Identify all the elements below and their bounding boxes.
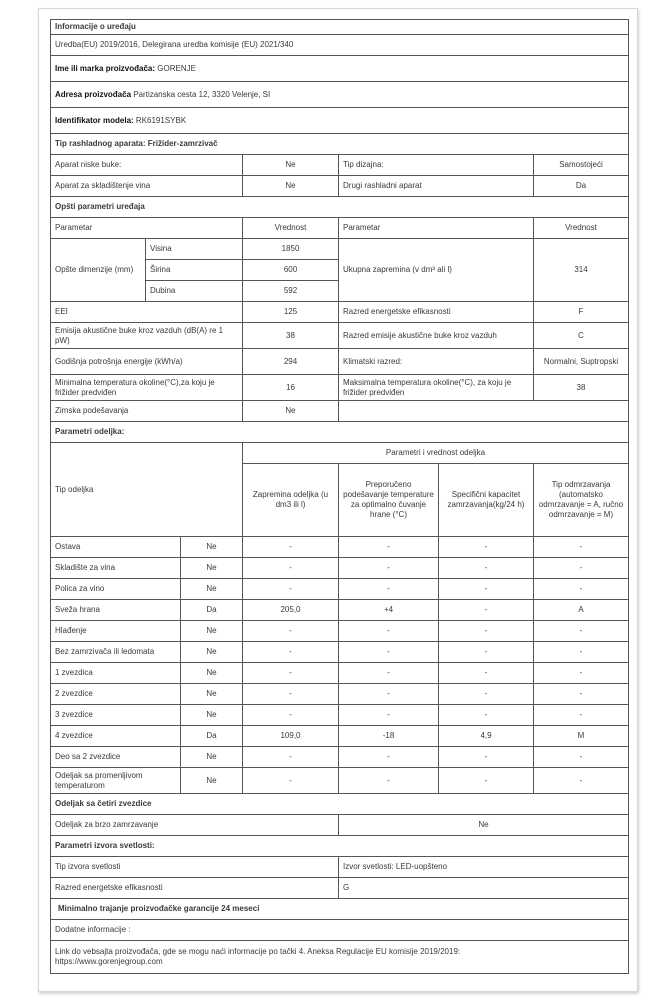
compartment-present: Ne (181, 768, 243, 794)
compartment-row (51, 600, 629, 621)
compartment-present: Da (181, 726, 243, 747)
capacity-column-header: Specifični kapacitet zamrzavanja(kg/24 h) (439, 464, 534, 537)
compartment-temp: - (339, 663, 439, 684)
compartment-defrost: - (534, 621, 629, 642)
compartment-defrost: - (534, 579, 629, 600)
compartment-capacity: - (439, 768, 534, 794)
low-noise-value: Ne (243, 155, 339, 176)
compartment-volume: - (243, 684, 339, 705)
compartment-defrost: - (534, 747, 629, 768)
compartment-row (51, 705, 629, 726)
compartment-volume: - (243, 642, 339, 663)
design-type-value: Samostojeći (534, 155, 629, 176)
four-star-section-title: Odeljak sa četiri zvezdice (51, 794, 629, 815)
light-type-value: Izvor svetlosti: LED-uopšteno (339, 857, 629, 878)
compartment-defrost: - (534, 705, 629, 726)
defrost-column-header: Tip odmrzavanja (automatsko odmrzavanje = A, ručno odmrzavanje = M) (534, 464, 629, 537)
compartment-present: Ne (181, 747, 243, 768)
noise-class-label: Razred emisije akustične buke kroz vazduh (339, 323, 534, 349)
compartment-capacity: - (439, 642, 534, 663)
compartment-volume: - (243, 621, 339, 642)
manufacturer-row (51, 56, 629, 82)
compartment-row (51, 537, 629, 558)
compartment-volume: - (243, 537, 339, 558)
model-row (51, 108, 629, 134)
width-value: 600 (243, 260, 339, 281)
energy-class-label: Razred energetske efikasnosti (339, 302, 534, 323)
fast-freeze-label: Odeljak za brzo zamrzavanje (51, 815, 339, 836)
compartment-temp: - (339, 684, 439, 705)
compartment-name: Polica za vino (51, 579, 181, 600)
compartment-defrost: - (534, 537, 629, 558)
compartment-volume: - (243, 747, 339, 768)
light-type-label: Tip izvora svetlosti (51, 857, 339, 878)
min-temp-label: Minimalna temperatura okoline(°C),za koju je frižider predviđen (51, 375, 243, 401)
compartment-defrost: M (534, 726, 629, 747)
compartment-name: Hlađenje (51, 621, 181, 642)
additional-info-title: Dodatne informacije : (51, 920, 629, 941)
compartment-temp: - (339, 579, 439, 600)
annual-energy-label: Godišnja potrošnja energije (kWh/a) (51, 349, 243, 375)
compartment-present: Ne (181, 663, 243, 684)
eei-label: EEI (51, 302, 243, 323)
temperature-column-header: Preporučeno podešavanje temperature za optimalno čuvanje hrane (°C) (339, 464, 439, 537)
compartments-section-title: Parametri odeljka: (51, 422, 629, 443)
compartment-capacity: - (439, 747, 534, 768)
compartment-volume: - (243, 579, 339, 600)
compartment-volume: - (243, 768, 339, 794)
compartment-present: Ne (181, 642, 243, 663)
compartment-volume: - (243, 663, 339, 684)
page-title: Informacije o uređaju (51, 20, 629, 35)
address-value: Partizanska cesta 12, 3320 Velenje, SI (133, 89, 271, 99)
climate-class-value: Normalni, Suptropski (534, 349, 629, 375)
compartment-capacity: - (439, 663, 534, 684)
energy-class-value: F (534, 302, 629, 323)
dimensions-label: Opšte dimenzije (mm) (51, 239, 146, 302)
address-row (51, 82, 629, 108)
max-temp-label: Maksimalna temperatura okoline(°C), za koju je frižider predviđen (339, 375, 534, 401)
additional-info-text: Link do vebsajta proizvođača, gde se mogu naći informacije po tački 4. Aneksa Regulacije EU komisije 2019/2019: (55, 947, 461, 956)
manufacturer-website-link[interactable]: https://www.gorenjegroup.com (55, 957, 163, 966)
compartment-present: Ne (181, 684, 243, 705)
type-row (51, 155, 629, 176)
noise-class-value: C (534, 323, 629, 349)
compartment-name: 3 zvezdice (51, 705, 181, 726)
regulation-reference: Uredba(EU) 2019/2016, Delegirana uredba komisije (EU) 2021/340 (51, 35, 629, 56)
compartment-name: Deo sa 2 zvezdice (51, 747, 181, 768)
general-row (51, 375, 629, 401)
document-page (38, 8, 638, 992)
compartment-capacity: - (439, 621, 534, 642)
light-type-row (51, 857, 629, 878)
depth-label: Dubina (146, 281, 243, 302)
fast-freeze-row (51, 815, 629, 836)
volume-column-header: Zapremina odeljka (u dm3 ili l) (243, 464, 339, 537)
height-value: 1850 (243, 239, 339, 260)
general-row (51, 349, 629, 375)
compartment-name: Odeljak sa promenljivom temperaturom (51, 768, 181, 794)
compartment-defrost: - (534, 642, 629, 663)
compartment-temp: - (339, 558, 439, 579)
compartment-name: Sveža hrana (51, 600, 181, 621)
compartment-defrost: - (534, 768, 629, 794)
compartment-row (51, 642, 629, 663)
additional-info (51, 941, 629, 974)
wine-storage-value: Ne (243, 176, 339, 197)
compartment-row (51, 684, 629, 705)
total-volume-value: 314 (534, 239, 629, 302)
empty-cell (339, 401, 629, 422)
compartment-group-header: Parametri i vrednost odeljka (243, 443, 629, 464)
general-section-title: Opšti parametri uređaja (51, 197, 629, 218)
value2-header: Vrednost (534, 218, 629, 239)
dimension-row (51, 239, 629, 260)
compartment-present: Ne (181, 621, 243, 642)
compartment-temp: +4 (339, 600, 439, 621)
compartment-name: Skladište za vina (51, 558, 181, 579)
compartment-capacity: - (439, 537, 534, 558)
compartment-name: Ostava (51, 537, 181, 558)
min-temp-value: 16 (243, 375, 339, 401)
warranty-info: Minimalno trajanje proizvođačke garancije 24 meseci (51, 899, 629, 920)
param-header: Parametar (51, 218, 243, 239)
general-row (51, 302, 629, 323)
annual-energy-value: 294 (243, 349, 339, 375)
model-label: Identifikator modela: (55, 115, 134, 125)
manufacturer-value: GORENJE (157, 63, 196, 73)
compartment-name: 2 zvezdice (51, 684, 181, 705)
compartment-present: Ne (181, 558, 243, 579)
noise-emission-value: 38 (243, 323, 339, 349)
light-class-row (51, 878, 629, 899)
other-appliance-label: Drugi rashladni aparat (339, 176, 534, 197)
model-value: RK6191SYBK (135, 115, 187, 125)
light-section-title: Parametri izvora svetlosti: (51, 836, 629, 857)
winter-setting-label: Zimska podešavanja (51, 401, 243, 422)
depth-value: 592 (243, 281, 339, 302)
light-class-label: Razred energetske efikasnosti (51, 878, 339, 899)
general-row (51, 401, 629, 422)
value-header: Vrednost (243, 218, 339, 239)
compartment-row (51, 768, 629, 794)
compartment-capacity: - (439, 684, 534, 705)
compartment-capacity: - (439, 600, 534, 621)
compartment-row (51, 579, 629, 600)
compartment-volume: - (243, 705, 339, 726)
compartment-temp: -18 (339, 726, 439, 747)
compartment-volume: 205,0 (243, 600, 339, 621)
address-label: Adresa proizvođača (55, 89, 132, 99)
noise-emission-label: Emisija akustične buke kroz vazduh (dB(A) re 1 pW) (51, 323, 243, 349)
compartment-row (51, 558, 629, 579)
eei-value: 125 (243, 302, 339, 323)
compartment-capacity: - (439, 558, 534, 579)
general-row (51, 323, 629, 349)
winter-setting-value: Ne (243, 401, 339, 422)
compartment-capacity: - (439, 579, 534, 600)
fast-freeze-value: Ne (339, 815, 629, 836)
compartment-name: 4 zvezdice (51, 726, 181, 747)
param2-header: Parametar (339, 218, 534, 239)
total-volume-label: Ukupna zapremina (v dm³ ali l) (339, 239, 534, 302)
compartment-temp: - (339, 642, 439, 663)
climate-class-label: Klimatski razred: (339, 349, 534, 375)
width-label: Širina (146, 260, 243, 281)
product-information-sheet (50, 19, 629, 974)
other-appliance-value: Da (534, 176, 629, 197)
compartment-row (51, 663, 629, 684)
compartment-defrost: A (534, 600, 629, 621)
compartment-temp: - (339, 621, 439, 642)
light-class-value: G (339, 878, 629, 899)
compartment-volume: 109,0 (243, 726, 339, 747)
compartment-defrost: - (534, 558, 629, 579)
compartment-temp: - (339, 537, 439, 558)
wine-storage-label: Aparat za skladištenje vina (51, 176, 243, 197)
compartment-present: Ne (181, 537, 243, 558)
compartment-capacity: 4,9 (439, 726, 534, 747)
compartment-temp: - (339, 705, 439, 726)
appliance-type: Tip rashladnog aparata: Frižider-zamrzivač (51, 134, 629, 155)
type-row (51, 176, 629, 197)
compartment-volume: - (243, 558, 339, 579)
compartment-defrost: - (534, 663, 629, 684)
max-temp-value: 38 (534, 375, 629, 401)
design-type-label: Tip dizajna: (339, 155, 534, 176)
compartment-type-header: Tip odeljka (51, 443, 243, 537)
compartment-present: Ne (181, 579, 243, 600)
compartment-row (51, 747, 629, 768)
compartment-row (51, 621, 629, 642)
compartment-present: Ne (181, 705, 243, 726)
manufacturer-label: Ime ili marka proizvođača: (55, 63, 156, 73)
compartment-name: 1 zvezdica (51, 663, 181, 684)
compartment-temp: - (339, 768, 439, 794)
compartment-defrost: - (534, 684, 629, 705)
low-noise-label: Aparat niske buke: (51, 155, 243, 176)
compartment-name: Bez zamrzivača ili ledomata (51, 642, 181, 663)
compartment-capacity: - (439, 705, 534, 726)
general-header-row (51, 218, 629, 239)
compartment-present: Da (181, 600, 243, 621)
compartment-row (51, 726, 629, 747)
height-label: Visina (146, 239, 243, 260)
compartment-temp: - (339, 747, 439, 768)
